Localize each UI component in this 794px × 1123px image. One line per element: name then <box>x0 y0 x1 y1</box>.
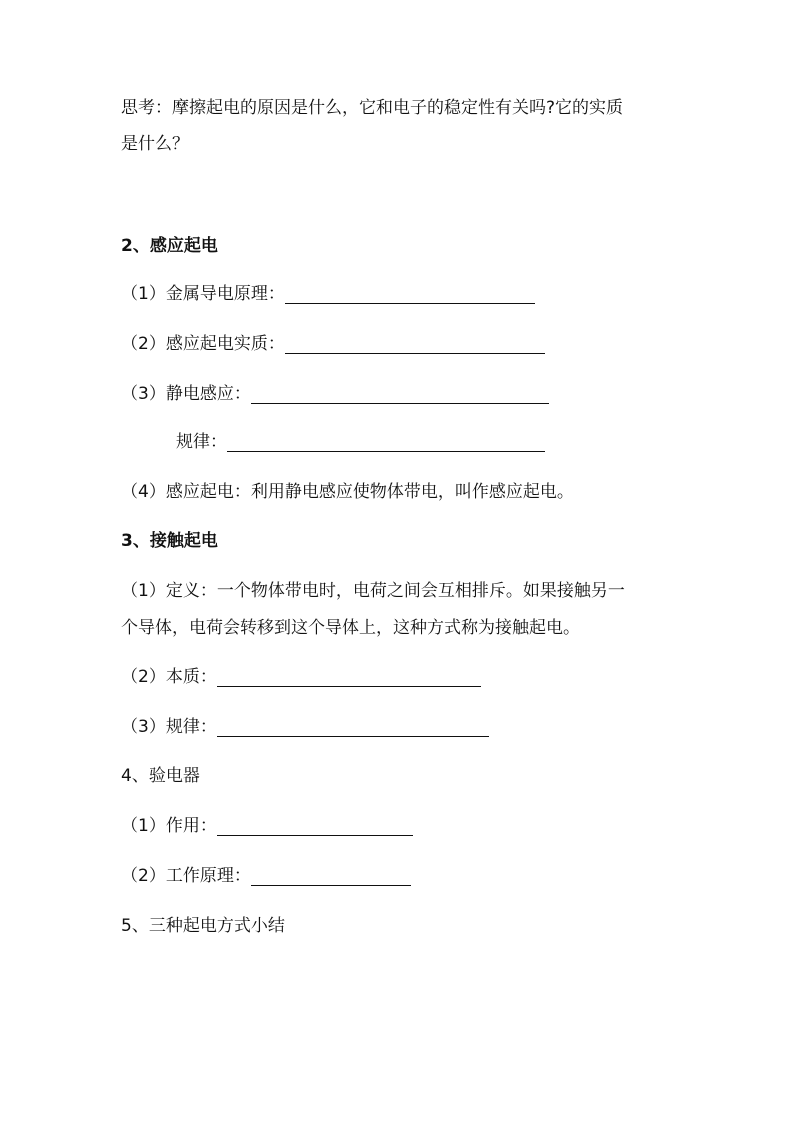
answer-blank[interactable] <box>217 670 481 687</box>
section-3-item-1-line-2: 个导体，电荷会转移到这个导体上，这种方式称为接触起电。 <box>121 618 580 638</box>
section-3-item-3 <box>121 717 489 737</box>
section-4-item-1 <box>121 816 413 836</box>
section-5-heading: 5、三种起电方式小结 <box>121 916 285 936</box>
section-2-item-1-label: （1）金属导电原理： <box>121 284 285 304</box>
section-4-item-2-label: （2）工作原理： <box>121 866 251 886</box>
answer-blank[interactable] <box>285 287 535 304</box>
section-2-heading: 2、感应起电 <box>121 236 218 256</box>
section-3-heading: 3、接触起电 <box>121 531 218 551</box>
section-2-item-4: （4）感应起电：利用静电感应使物体带电，叫作感应起电。 <box>121 482 574 502</box>
answer-blank[interactable] <box>227 435 545 452</box>
answer-blank[interactable] <box>217 720 489 737</box>
answer-blank[interactable] <box>217 819 413 836</box>
section-2-item-3-rule-label: 规律： <box>176 432 227 452</box>
think-question-line-1: 思考：摩擦起电的原因是什么，它和电子的稳定性有关吗?它的实质 <box>121 98 624 118</box>
section-2-item-3-label: （3）静电感应： <box>121 384 251 404</box>
section-3-item-3-label: （3）规律： <box>121 717 217 737</box>
section-2-item-1 <box>121 284 535 304</box>
answer-blank[interactable] <box>285 337 545 354</box>
section-4-item-1-label: （1）作用： <box>121 816 217 836</box>
section-3-item-2 <box>121 667 481 687</box>
section-2-item-3 <box>121 384 549 404</box>
section-4-heading: 4、验电器 <box>121 766 200 786</box>
section-2-item-3-rule <box>176 432 545 452</box>
section-4-item-2 <box>121 866 411 886</box>
answer-blank[interactable] <box>251 387 549 404</box>
section-2-item-2 <box>121 334 545 354</box>
section-3-item-1-line-1: （1）定义：一个物体带电时，电荷之间会互相排斥。如果接触另一 <box>121 581 625 601</box>
answer-blank[interactable] <box>251 869 411 886</box>
section-2-item-2-label: （2）感应起电实质： <box>121 334 285 354</box>
section-3-item-2-label: （2）本质： <box>121 667 217 687</box>
think-question-line-2: 是什么？ <box>121 134 189 154</box>
